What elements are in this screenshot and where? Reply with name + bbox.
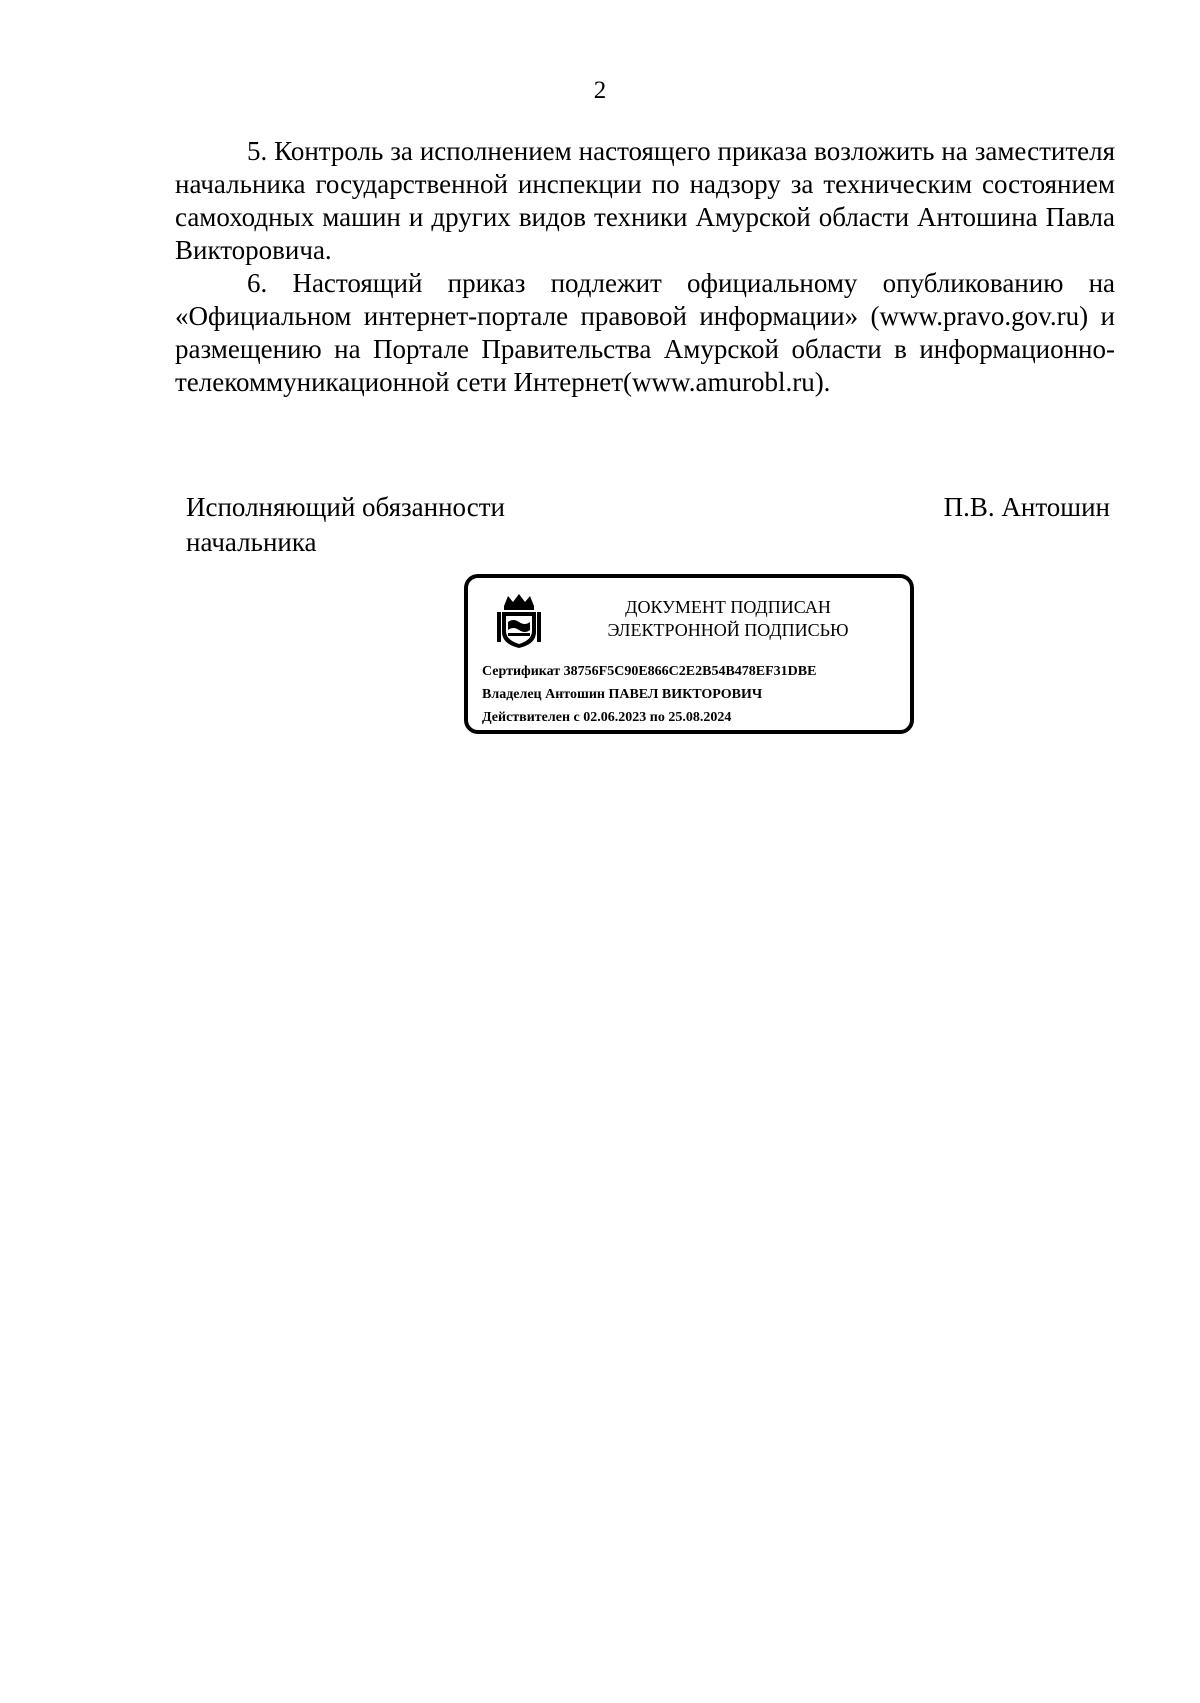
valid-to-date: 25.08.2024 xyxy=(668,710,732,725)
valid-from-prefix: с xyxy=(573,710,580,725)
paragraph-5: 5. Контроль за исполнением настоящего приказа возложить на заместителя начальника государственной инспекции по надзору за техническим состоянием самоходных машин и других видов техники Амурской области Антошина Павла Викторовича. xyxy=(175,136,1115,265)
electronic-signature-stamp xyxy=(464,574,914,734)
certificate-label: Сертификат xyxy=(482,664,561,679)
stamp-heading-line2: ЭЛЕКТРОННОЙ ПОДПИСЬЮ xyxy=(607,620,849,640)
signatory-position-line2: начальника xyxy=(186,527,317,557)
order-body xyxy=(175,135,1115,399)
validity-row xyxy=(482,706,902,729)
valid-from-date: 02.06.2023 xyxy=(583,710,647,725)
certificate-row xyxy=(482,660,902,683)
signatory-position xyxy=(186,490,606,560)
certificate-value: 38756F5C90E866C2E2B54B478EF31DBE xyxy=(563,664,817,679)
valid-to-prefix: по xyxy=(649,710,665,725)
signatory-name: П.В. Антошин xyxy=(943,492,1110,522)
owner-label: Владелец xyxy=(482,687,542,702)
stamp-details xyxy=(482,660,902,729)
paragraph-6: 6. Настоящий приказ подлежит официальному опубликованию на «Официальном интернет-портале правовой информации» (www.pravo.gov.ru) и размещению на Портале Правительства Амурской области в информационно-телекоммуникационной сети Интернет(www.amurobl.ru). xyxy=(175,268,1115,397)
stamp-heading xyxy=(578,596,878,642)
signatory-position-line1: Исполняющий обязанности xyxy=(186,492,505,522)
page-number: 2 xyxy=(593,77,607,104)
coat-of-arms-icon xyxy=(496,592,542,650)
stamp-heading-line1: ДОКУМЕНТ ПОДПИСАН xyxy=(625,597,831,617)
owner-value: Антошин ПАВЕЛ ВИКТОРОВИЧ xyxy=(545,687,763,702)
owner-row xyxy=(482,683,902,706)
valid-label: Действителен xyxy=(482,710,571,725)
